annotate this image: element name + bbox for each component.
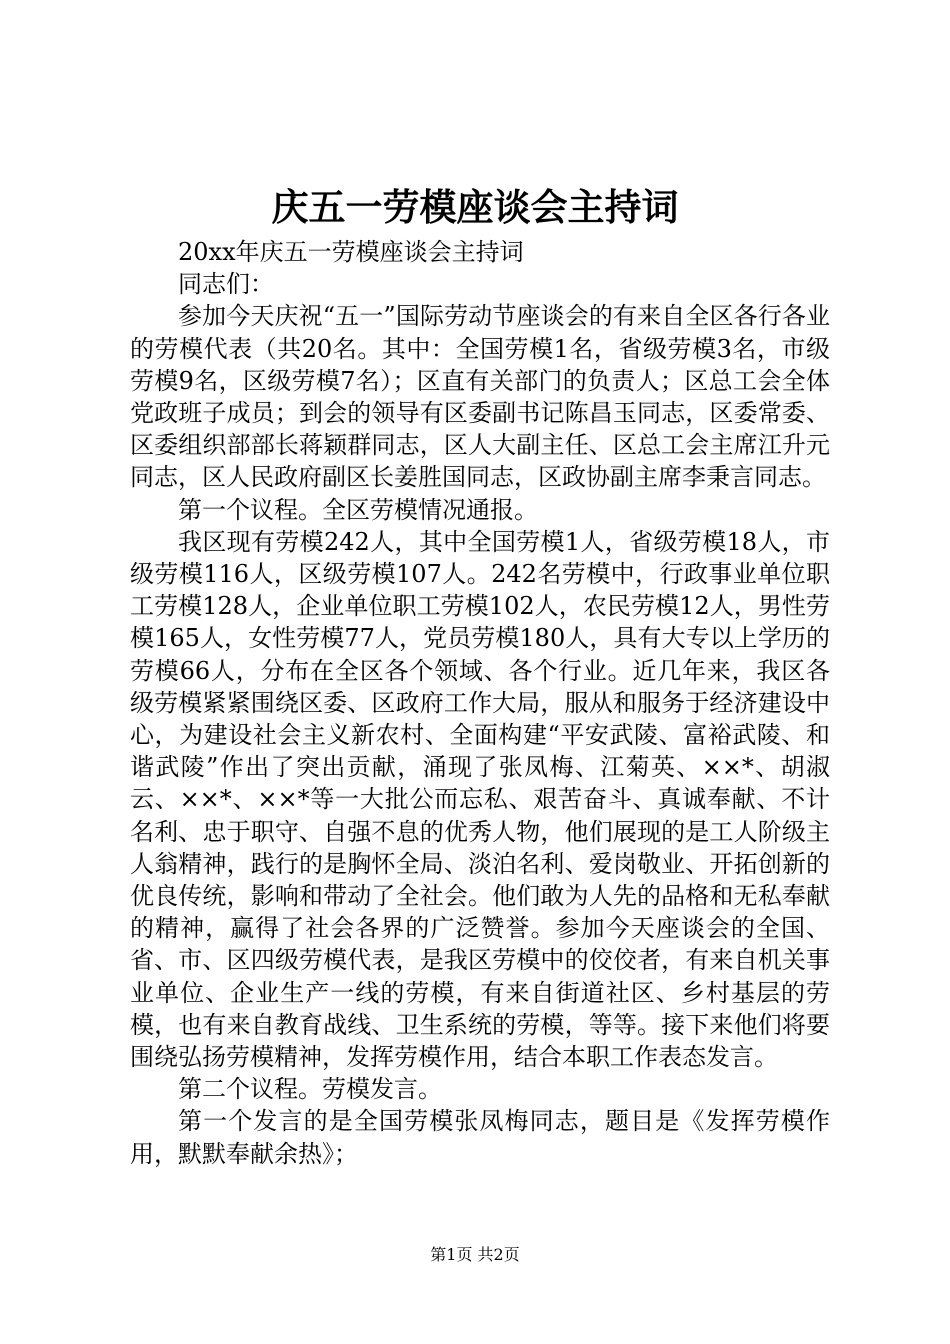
- page-footer: 第1页 共2页: [430, 1245, 520, 1264]
- attendees-paragraph: 参加今天庆祝“五一”国际劳动节座谈会的有来自全区各行各业的劳模代表（共20名。其中：全国劳模1名，省级劳模3名，市级劳模9名，区级劳模7名）；区直有关部门的负责人；区总工会全体党政班子成员；到会的领导有区委副书记陈昌玉同志，区委常委、区委组织部部长蒋颖群同志，区人大副主任、区总工会主席江升元同志，区人民政府副区长姜胜国同志，区政协副主席李秉言同志。: [130, 302, 830, 492]
- agenda-item-1-heading: 第一个议程。全区劳模情况通报。: [178, 495, 538, 524]
- first-speaker-paragraph: 第一个发言的是全国劳模张凤梅同志，题目是《发挥劳模作用，默默奉献余热》；: [130, 1107, 830, 1168]
- agenda-item-2-heading: 第二个议程。劳模发言。: [178, 1075, 442, 1104]
- document-title: 庆五一劳模座谈会主持词: [271, 185, 679, 229]
- salutation-paragraph: 同志们：: [178, 270, 274, 299]
- document-body: [130, 236, 830, 1170]
- model-workers-report-paragraph: 我区现有劳模242人，其中全国劳模1人，省级劳模18人，市级劳模116人，区级劳模107人。242名劳模中，行政事业单位职工劳模128人，企业单位职工劳模102人，农民劳模12人，男性劳模165人，女性劳模77人，党员劳模180人，具有大专以上学历的劳模66人，分布在全区各个领域、各个行业。近几年来，我区各级劳模紧紧围绕区委、区政府工作大局，服从和服务于经济建设中心，为建设社会主义新农村、全面构建“平安武陵、富裕武陵、和谐武陵”作出了突出贡献，涌现了张凤梅、江菊英、××*、胡淑云、××*、××*等一大批公而忘私、艰苦奋斗、真诚奉献、不计名利、忠于职守、自强不息的优秀人物，他们展现的是工人阶级主人翁精神，践行的是胸怀全局、淡泊名利、爱岗敬业、开拓创新的优良传统，影响和带动了全社会。他们敢为人先的品格和无私奉献的精神，赢得了社会各界的广泛赞誉。参加今天座谈会的全国、省、市、区四级劳模代表，是我区劳模中的佼佼者，有来自机关事业单位、企业生产一线的劳模，有来自街道社区、乡村基层的劳模，也有来自教育战线、卫生系统的劳模，等等。接下来他们将要围绕弘扬劳模精神，发挥劳模作用，结合本职工作表态发言。: [130, 527, 830, 1072]
- subtitle-paragraph: 20xx年庆五一劳模座谈会主持词: [178, 238, 524, 266]
